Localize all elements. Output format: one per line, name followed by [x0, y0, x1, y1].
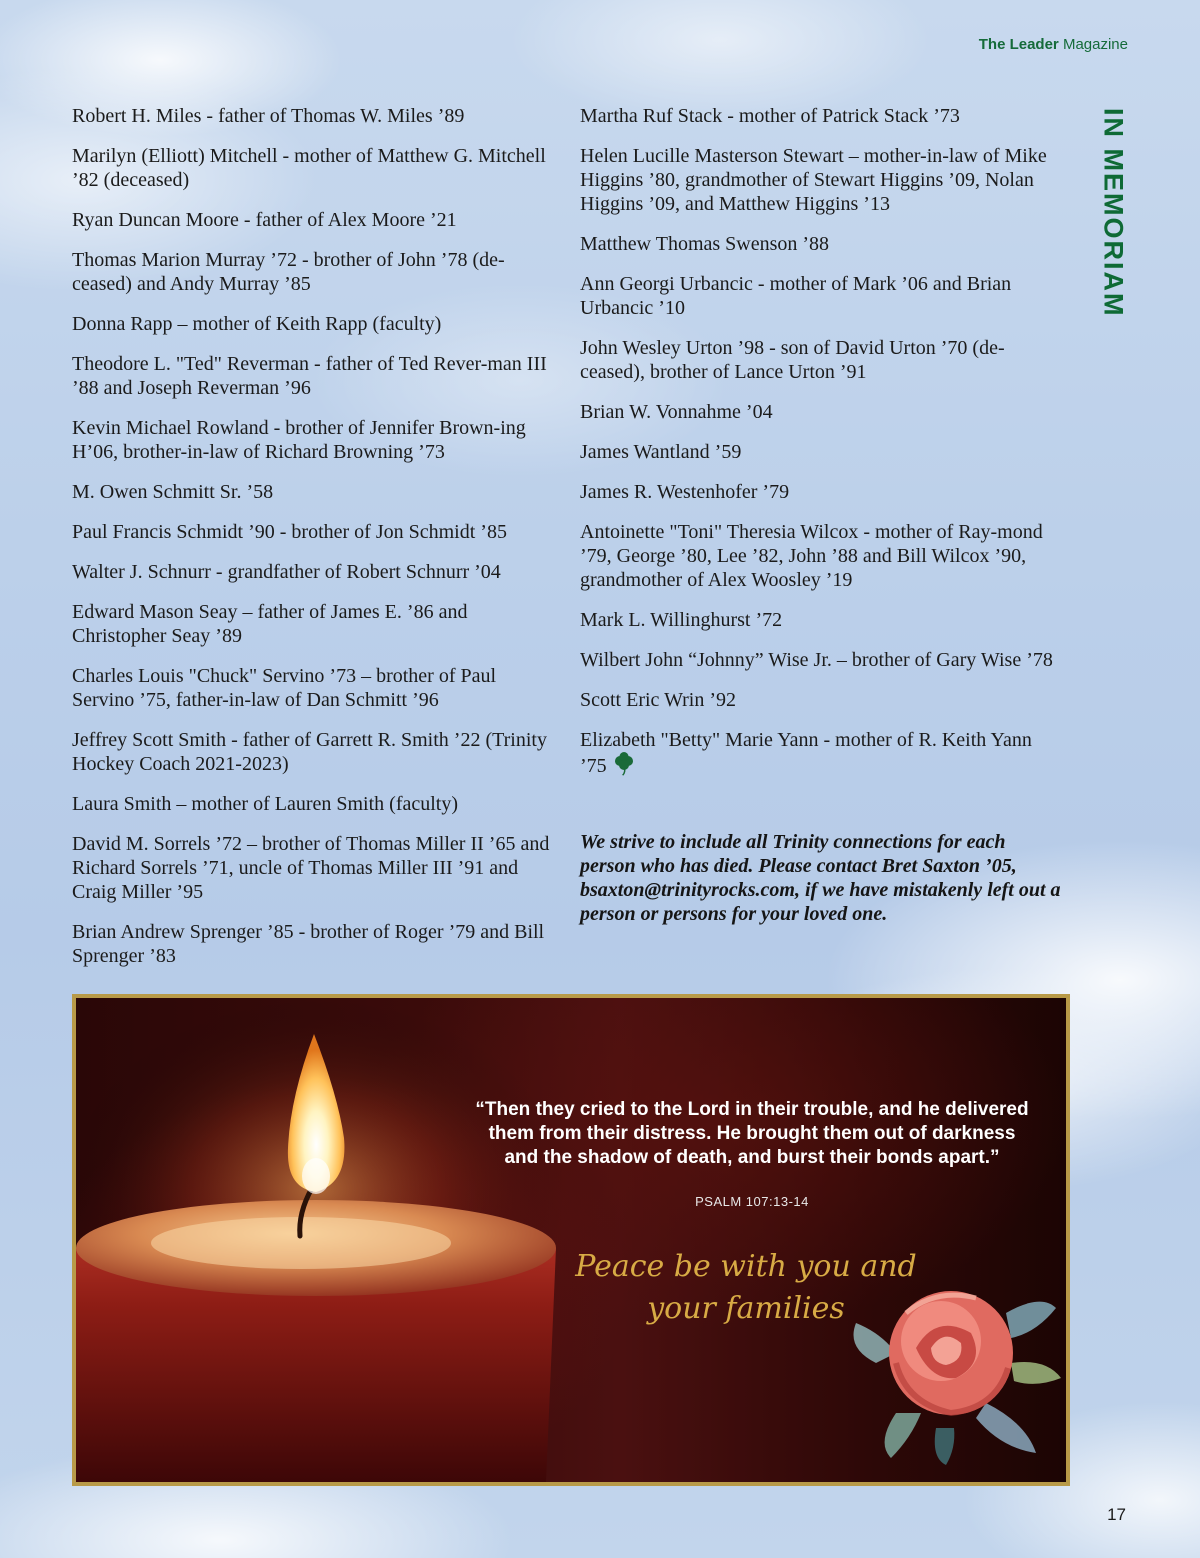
memorial-entry: Edward Mason Seay – father of James E. ’86 and Christopher Seay ’89: [72, 601, 468, 647]
memorial-entry: Marilyn (Elliott) Mitchell - mother of Matthew G. Mitchell ’82 (deceased): [72, 145, 546, 191]
right-column: [580, 104, 1062, 926]
section-title-vertical: [1088, 108, 1138, 348]
memorial-entry: M. Owen Schmitt Sr. ’58: [72, 481, 274, 503]
blessing-text: Peace be with you and your families: [575, 1249, 917, 1326]
rose-illustration: [836, 1253, 1066, 1468]
publication-masthead: [979, 36, 1128, 53]
memorial-entry: Brian Andrew Sprenger ’85 - brother of Roger ’79 and Bill Sprenger ’83: [72, 921, 545, 967]
memorial-entry: Antoinette "Toni" Theresia Wilcox - mother of Ray-mond ’79, George ’80, Lee ’82, John ’88 and Bill Wilcox ’90, grandmother of Alex Woosley ’19: [580, 521, 1043, 591]
memorial-entry: Matthew Thomas Swenson ’88: [580, 233, 830, 255]
memorial-entry: Paul Francis Schmidt ’90 - brother of Jon Schmidt ’85: [72, 521, 507, 543]
memorial-entry: Laura Smith – mother of Lauren Smith (faculty): [72, 793, 459, 815]
left-column: [72, 104, 550, 984]
shamrock-icon: [613, 752, 635, 782]
psalm-citation: PSALM 107:13-14: [695, 1194, 809, 1209]
memorial-entry: Theodore L. "Ted" Reverman - father of Ted Rever-man III ’88 and Joseph Reverman ’96: [72, 353, 547, 399]
memorial-entry: Wilbert John “Johnny” Wise Jr. – brother of Gary Wise ’78: [580, 649, 1053, 671]
memorial-entry-last: [580, 728, 1062, 782]
publication-name: The Leader: [978, 36, 1059, 53]
memorial-entry: Scott Eric Wrin ’92: [580, 689, 737, 711]
memorial-entry: David M. Sorrels ’72 – brother of Thomas Miller II ’65 and Richard Sorrels ’71, uncle of Thomas Miller III ’91 and Craig Miller ’95: [72, 833, 550, 903]
publication-suffix: Magazine: [1062, 36, 1128, 53]
contact-note: We strive to include all Trinity connections for each person who has died. Please contact Bret Saxton ’05, bsaxton@trinityrocks.com, if we have mistakenly left out a person or persons for your loved one.: [580, 831, 1061, 925]
memorial-entry: Jeffrey Scott Smith - father of Garrett R. Smith ’22 (Trinity Hockey Coach 2021-2023): [72, 729, 547, 775]
memorial-entry: Ryan Duncan Moore - father of Alex Moore ’21: [72, 209, 457, 231]
memorial-entry: Mark L. Willinghurst ’72: [580, 609, 783, 631]
memorial-entry: Walter J. Schnurr - grandfather of Robert Schnurr ’04: [72, 561, 501, 583]
memorial-entry: John Wesley Urton ’98 - son of David Urton ’70 (de-ceased), brother of Lance Urton ’91: [580, 337, 1005, 383]
memorial-entry: Thomas Marion Murray ’72 - brother of John ’78 (de-ceased) and Andy Murray ’85: [72, 249, 505, 295]
memorial-entry: Brian W. Vonnahme ’04: [580, 401, 773, 423]
section-title: IN MEMORIAM: [1098, 108, 1129, 318]
memorial-entry: James Wantland ’59: [580, 441, 742, 463]
psalm-quote: “Then they cried to the Lord in their trouble, and he delivered them from their distress. He brought them out of darkness and the shadow of death, and burst their bonds apart.”: [475, 1099, 1029, 1168]
memorial-card: [72, 994, 1070, 1486]
memorial-entry: Martha Ruf Stack - mother of Patrick Stack ’73: [580, 105, 960, 127]
memorial-entry: Ann Georgi Urbancic - mother of Mark ’06 and Brian Urbancic ’10: [580, 273, 1012, 319]
memorial-entry-text: Elizabeth "Betty" Marie Yann - mother of R. Keith Yann ’75: [580, 729, 1032, 777]
memorial-entry: Kevin Michael Rowland - brother of Jennifer Brown-ing H’06, brother-in-law of Richard Browning ’73: [72, 417, 526, 463]
page-number: 17: [1107, 1505, 1126, 1524]
memorial-entry: Robert H. Miles - father of Thomas W. Miles ’89: [72, 105, 465, 127]
memorial-entry: Helen Lucille Masterson Stewart – mother-in-law of Mike Higgins ’80, grandmother of Stewart Higgins ’09, Nolan Higgins ’09, and Matthew Higgins ’13: [580, 145, 1047, 215]
memorial-entry: James R. Westenhofer ’79: [580, 481, 790, 503]
memorial-entry: Charles Louis "Chuck" Servino ’73 – brother of Paul Servino ’75, father-in-law of Dan Schmitt ’96: [72, 665, 497, 711]
memorial-entry: Donna Rapp – mother of Keith Rapp (faculty): [72, 313, 442, 335]
